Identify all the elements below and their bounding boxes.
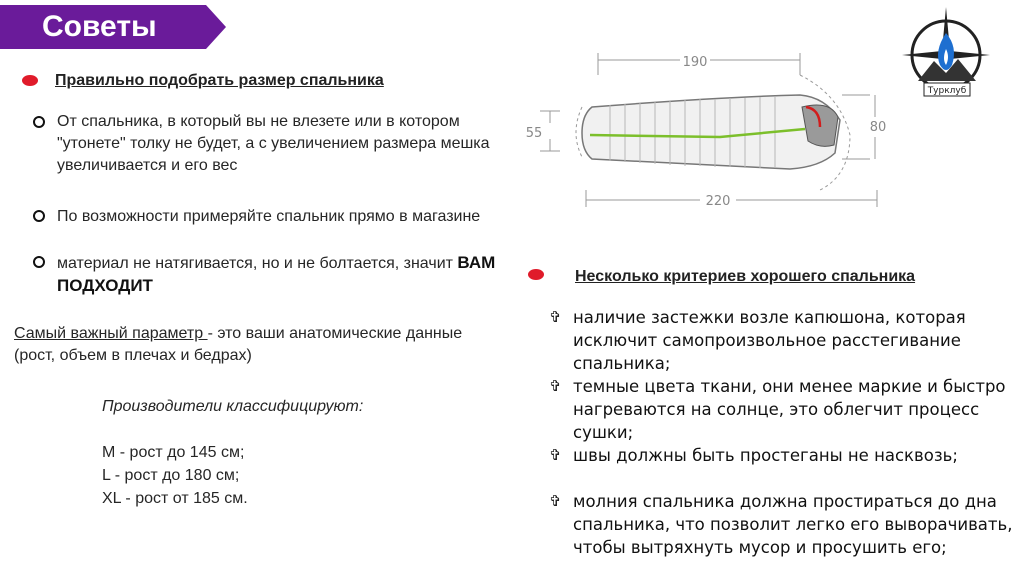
param-rest: - это ваши анатомические данные (рост, объем в плечах и бедрах) [14, 325, 463, 364]
manufacturers-heading: Производители классифицируют: [102, 398, 364, 415]
cross-bullet-icon: ✞ [549, 493, 562, 510]
ring-bullet-icon [33, 210, 45, 222]
size-m: M - рост до 145 см; [102, 444, 245, 461]
param-paragraph [14, 323, 494, 367]
dim-top-label: 190 [682, 55, 708, 70]
size-l: L - рост до 180 см; [102, 467, 240, 484]
red-bullet-icon [528, 269, 544, 280]
left-bullet-1: От спальника, в который вы не влезете или в котором "утонете" толку не будет, а с увеличением размера мешка увеличивается и его вес [57, 113, 490, 174]
left-bullet-2: По возможности примеряйте спальник прямо в магазине [57, 208, 481, 225]
criterion-1: наличие застежки возле капюшона, которая исключит самопроизвольное расстегивание спальника; [573, 308, 966, 373]
size-xl: XL - рост от 185 см. [102, 490, 248, 507]
criterion-4: молния спальника должна простираться до дна спальника, что позволит легко его выворачивать, чтобы вытряхнуть мусор и просушить его; [573, 492, 1013, 557]
cross-bullet-icon: ✞ [549, 309, 562, 326]
cross-bullet-icon: ✞ [549, 378, 562, 395]
dim-right-label: 80 [869, 120, 887, 135]
param-underlined: Самый важный параметр [14, 325, 208, 342]
ring-bullet-icon [33, 116, 45, 128]
dim-bottom-label: 220 [705, 194, 731, 209]
sleeping-bag-diagram [520, 45, 890, 215]
left-heading: Правильно подобрать размер спальника [55, 72, 384, 89]
criterion-2: темные цвета ткани, они менее маркие и быстро нагреваются на солнце, это облегчит процесс сушки; [573, 377, 1006, 442]
left-bullet-3-emphasis: ВАМ ПОДХОДИТ [57, 253, 496, 295]
dim-left-label: 55 [525, 126, 543, 141]
left-bullet-3-text: материал не натягивается, но и не болтается, значит [57, 255, 453, 272]
left-bullet-3 [57, 252, 547, 298]
right-heading: Несколько критериев хорошего спальника [575, 268, 916, 285]
logo-label: Турклуб [927, 86, 967, 96]
red-bullet-icon [22, 75, 38, 86]
ring-bullet-icon [33, 256, 45, 268]
criterion-3: швы должны быть простеганы не насквозь; [573, 446, 958, 465]
club-logo [900, 3, 996, 99]
slide-title: Советы [42, 10, 157, 43]
cross-bullet-icon: ✞ [549, 447, 562, 464]
